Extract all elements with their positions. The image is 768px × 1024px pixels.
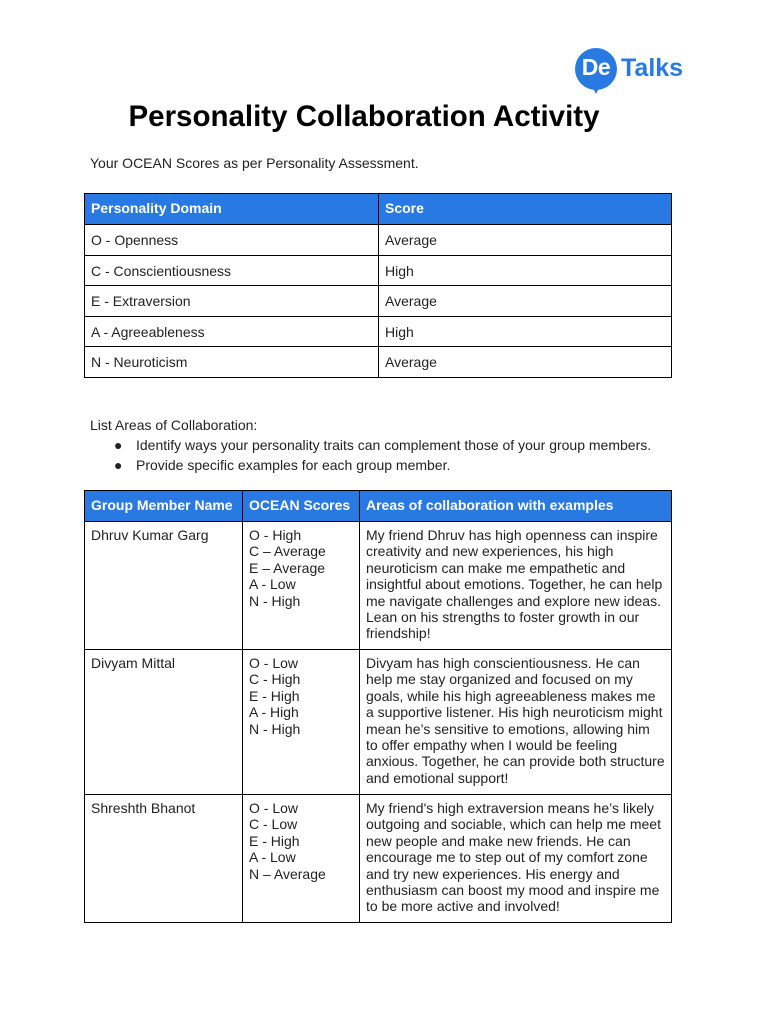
list-item	[90, 435, 651, 455]
score-cell: Average	[379, 225, 672, 256]
header-member-name: Group Member Name	[85, 491, 243, 522]
score-line: O - Low	[249, 655, 299, 671]
table-row	[85, 650, 672, 795]
collaboration-text-cell: Divyam has high conscientiousness. He can help me stay organized and focused on my goals, while his high agreeableness makes me a supportive listener. His high neuroticism might mean he’s sensitive to emotions, allowing him to offer empathy when I would be feeling anxious. Together, he can provide both structure and emotional support!	[360, 650, 672, 795]
list-item-text: Identify ways your personality traits can complement those of your group members.	[136, 437, 652, 453]
score-line: A - Low	[249, 576, 296, 593]
header-score: Score	[379, 194, 672, 225]
score-line: N - High	[249, 720, 301, 737]
areas-heading: List Areas of Collaboration:	[90, 417, 258, 433]
table-row	[85, 225, 672, 256]
score-line: O - Low	[249, 800, 299, 816]
score-line: O - High	[249, 527, 302, 543]
logo-bubble-tail	[589, 80, 603, 94]
score-line: E - High	[249, 687, 300, 704]
list-item-text: Provide specific examples for each group member.	[136, 457, 451, 473]
score-cell: Average	[379, 286, 672, 317]
instructions-list	[90, 435, 651, 475]
score-line: C - Low	[249, 816, 298, 833]
member-scores-cell	[243, 650, 360, 795]
table-row	[85, 286, 672, 317]
table-row	[85, 255, 672, 286]
collaboration-text-cell: My friend Dhruv has high openness can inspire creativity and new experiences, his high neuroticism can make me empathetic and insightful about emotions. Together, he can help me navigate challenges and explore new ideas. Lean on his strengths to foster growth in our friendship!	[360, 522, 672, 650]
score-cell: High	[379, 316, 672, 347]
logo-mark: De	[581, 54, 611, 80]
member-scores-cell	[243, 522, 360, 650]
domain-cell: N - Neuroticism	[85, 347, 379, 378]
member-name-cell: Shreshth Bhanot	[85, 795, 243, 923]
collaboration-text-cell: My friend's high extraversion means he’s likely outgoing and sociable, which can help me meet new people and make new friends. He can encourage me to step out of my comfort zone and try new experiences. His energy and enthusiasm can boost my mood and inspire me to be more active and involved!	[360, 795, 672, 923]
score-line: C – Average	[249, 543, 326, 560]
table-row	[85, 316, 672, 347]
bullet-icon: ●	[114, 457, 123, 473]
page-title: Personality Collaboration Activity	[128, 100, 600, 133]
header-ocean-scores: OCEAN Scores	[243, 491, 360, 522]
list-item	[90, 455, 651, 475]
member-name-cell: Divyam Mittal	[85, 650, 243, 795]
score-line: A - High	[249, 704, 299, 721]
score-line: N – Average	[249, 865, 326, 882]
domain-cell: A - Agreeableness	[85, 316, 379, 347]
domain-cell: O - Openness	[85, 225, 379, 256]
score-line: C - High	[249, 671, 301, 688]
member-name-cell: Dhruv Kumar Garg	[85, 522, 243, 650]
score-line: A - Low	[249, 849, 296, 866]
table-header-row	[85, 491, 672, 522]
group-members-table	[84, 490, 672, 923]
domain-cell: C - Conscientiousness	[85, 255, 379, 286]
bullet-icon: ●	[114, 437, 123, 453]
score-line: E – Average	[249, 559, 326, 576]
table-row	[85, 795, 672, 923]
table-row	[85, 522, 672, 650]
table-row	[85, 347, 672, 378]
logo-wordmark: Talks	[621, 54, 684, 82]
member-scores-cell	[243, 795, 360, 923]
ocean-scores-table	[84, 193, 672, 378]
header-collaboration-areas: Areas of collaboration with examples	[360, 491, 672, 522]
domain-cell: E - Extraversion	[85, 286, 379, 317]
header-personality-domain: Personality Domain	[85, 194, 379, 225]
intro-text: Your OCEAN Scores as per Personality Assessment.	[90, 155, 419, 171]
collaboration-instructions	[90, 415, 651, 475]
score-cell: High	[379, 255, 672, 286]
score-cell: Average	[379, 347, 672, 378]
score-line: E - High	[249, 832, 300, 849]
table-header-row	[85, 194, 672, 225]
score-line: N - High	[249, 592, 301, 609]
